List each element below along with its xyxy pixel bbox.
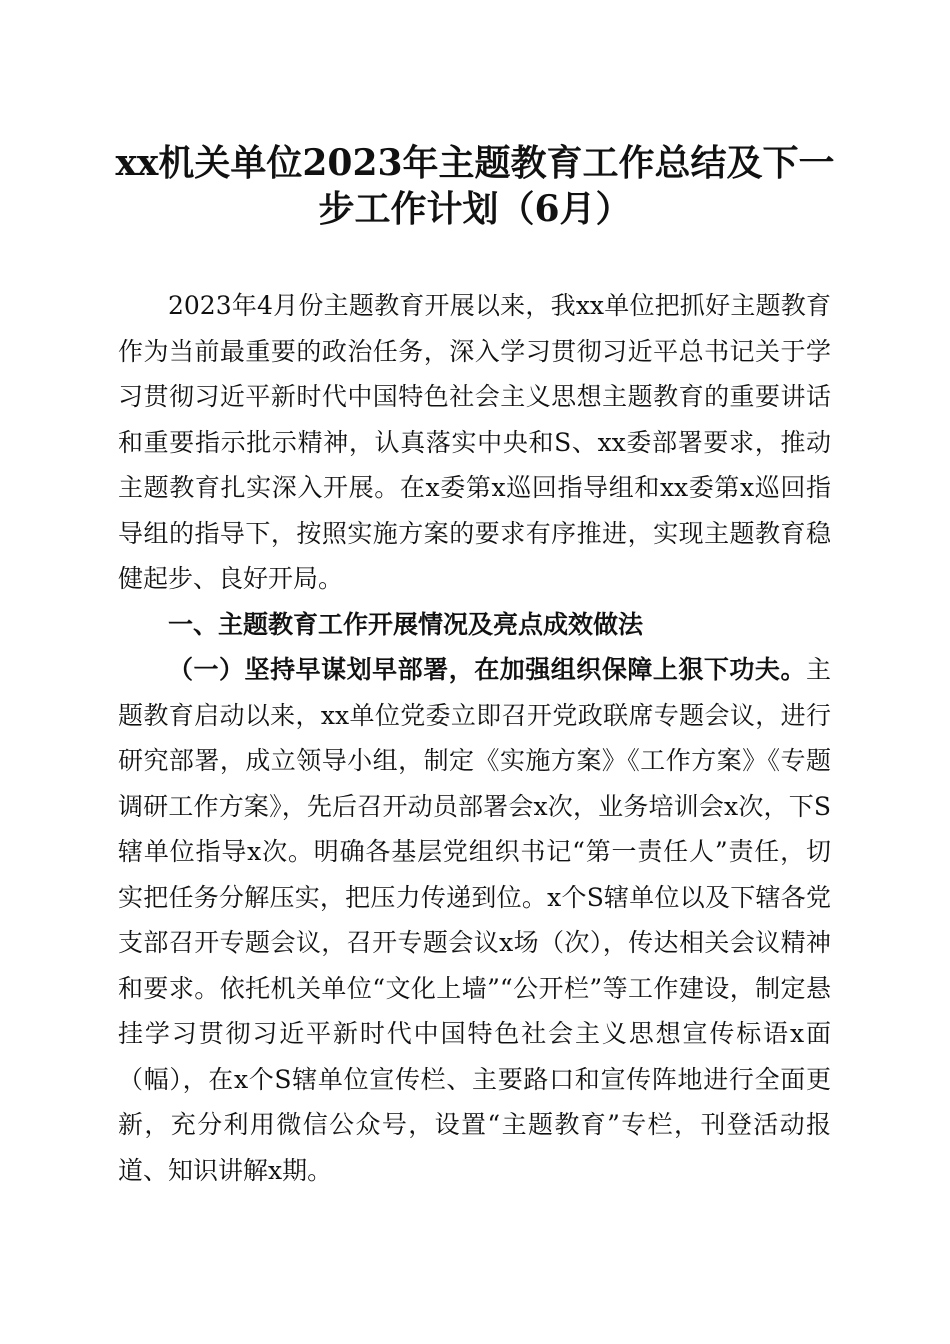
- section-heading: 一、主题教育工作开展情况及亮点成效做法: [168, 609, 644, 639]
- document-title: xx机关单位2023年主题教育工作总结及下一步工作计划（6月）: [115, 142, 835, 230]
- document-body: [118, 283, 831, 1193]
- section-item-heading: （一）坚持早谋划早部署，在加强组织保障上狠下功夫。: [168, 655, 806, 684]
- intro-paragraph: 2023年4月份主题教育开展以来，我xx单位把抓好主题教育作为当前最重要的政治任务，深入学习贯彻习近平总书记关于学习贯彻习近平新时代中国特色社会主义思想主题教育的重要讲话和重要指示批示精神，认真落实中央和S、xx委部署要求，推动主题教育扎实深入开展。在x委第x巡回指导组和xx委第x巡回指导组的指导下，按照实施方案的要求有序推进，实现主题教育稳健起步、良好开局。: [118, 291, 831, 593]
- section-item-paragraph: [118, 647, 831, 1193]
- section-item-body: 主题教育启动以来，xx单位党委立即召开党政联席专题会议，进行研究部署，成立领导小组，制定《实施方案》《工作方案》《专题调研工作方案》，先后召开动员部署会x次，业务培训会x次，下S辖单位指导x次。明确各基层党组织书记“第一责任人”责任，切实把任务分解压实，把压力传递到位。x个S辖单位以及下辖各党支部召开专题会议，召开专题会议x场（次），传达相关会议精神和要求。依托机关单位“文化上墙”“公开栏”等工作建设，制定悬挂学习贯彻习近平新时代中国特色社会主义思想宣传标语x面（幅），在x个S辖单位宣传栏、主要路口和宣传阵地进行全面更新，充分利用微信公众号，设置“主题教育”专栏，刊登活动报道、知识讲解x期。: [118, 655, 831, 1185]
